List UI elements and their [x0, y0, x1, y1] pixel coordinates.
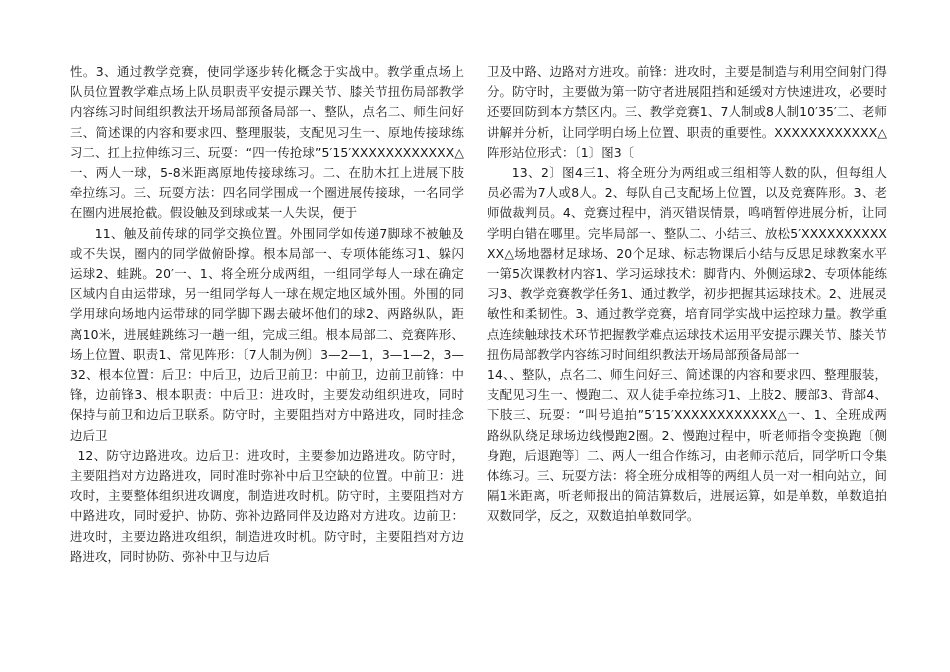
paragraph-continuation-top-right: 卫及中路、边路对方进攻。前锋：进攻时，主要是制造与利用空间射门得分。防守时，主要做为第一防守者进展阻挡和延缓对方快速进攻，必要时还要回防到本方禁区内。三、教学竞赛1、7人制或8人制10′35′二、老师讲解并分析，让同学明白场上位置、职责的重要性。XXXXXXXXXXXX△阵形站位形式：〔1〕图3〔 — [487, 64, 887, 160]
paragraph-11: 11、触及前传球的同学交换位置。外围同学如传递7脚球不被触及或不失误，圈内的同学做俯卧撑。根本局部一、专项体能练习1、躲闪运球2、蛙跳。20′一、1、将全班分成两组，一组同学每人一球在确定区域内自由运带球，另一组同学每人一球在规定地区域外围。外围的同学用球向场地内运带球的同学脚下踢去破坏他们的球2、两路纵队，距离10米，进展蛙跳练习一趟一组，完成三组。根本局部二、竞赛阵形、场上位置、职责1、常见阵形：〔7人制为例〕3—2—1，3—1—2，3—32、根本位置：后卫：中后卫，边后卫前卫：中前卫，边前卫前锋：中锋，边前锋3、根本职责：中后卫：进攻时，主要发动组织进攻，同时保持与前卫和边后卫联系。防守时，主要阻挡对方中路进攻，同时挂念边后卫 — [70, 225, 464, 443]
left-column — [70, 62, 464, 567]
right-column — [487, 62, 887, 527]
paragraph-continuation-top-left: 性。3、通过教学竞赛，使同学逐步转化概念于实战中。教学重点场上队员位置教学难点场上队员职责平安提示踝关节、膝关节扭伤局部教学内容练习时间组织教法开场局部预备局部一、整队，点名二、师生问好三、简述课的内容和要求四、整理服装，支配见习生一、原地传接球练习二、扛上拉伸练习三、玩耍：“四一传抢球”5′15′XXXXXXXXXXXX△一、两人一球，5-8米距离原地传接球练习。二、在肋木扛上进展下肢牵拉练习。三、玩耍方法：四名同学围成一个圈进展传接球，一名同学在圈内进展抢截。假设触及到球或某一人失误，便于 — [70, 64, 464, 221]
paragraph-12: 12、防守边路进攻。边后卫：进攻时，主要参加边路进攻。防守时，主要阻挡对方边路进攻，同时准时弥补中后卫空缺的位置。中前卫：进攻时，主要整体组织进攻调度，制造进攻时机。防守时，主要阻挡对方中路进攻，同时爱护、协防、弥补边路同伴及边路对方进攻。边前卫：进攻时，主要边路进攻组织，制造进攻时机。防守时，主要阻挡对方边路进攻，同时协防、弥补中卫与边后 — [70, 447, 464, 564]
paragraph-14: 14、、整队，点名二、师生问好三、简述课的内容和要求四、整理服装，支配见习生一、慢跑二、双人徒手牵拉练习1、上肢2、腰部3、背部4、下肢三、玩耍：“叫号追拍”5′15′XXXXXXXXXXXX△一、1、全班成两路纵队绕足球场边线慢跑2圈。2、慢跑过程中，听老师指令变换跑〔侧身跑，后退跑等〕二、两人一组合作练习，由老师示范后，同学听口令集体练习。三、玩耍方法：将全班分成相等的两组人员一对一相向站立，间隔1米距离，听老师报出的简洁算数后，进展运算，如是单数，单数追拍双数同学，反之，双数追拍单数同学。 — [487, 367, 887, 524]
paragraph-13: 13、2〕图4三1、将全班分为两组或三组相等人数的队，但每组人员必需为7人或8人。2、每队自己支配场上位置，以及竞赛阵形。3、老师做裁判员。4、竞赛过程中，消灭错误情景，鸣哨暂停进展分析，让同学明白错在哪里。完毕局部一、整队二、小结三、放松5′XXXXXXXXXXXX△场地器材足球场、20个足球、标志物课后小结与反思足球教案水平一第5次课教材内容1、学习运球技术：脚背内、外侧运球2、专项体能练习3、教学竞赛教学任务1、通过教学，初步把握其运球技术。2、进展灵敏性和柔韧性。3、通过教学竞赛，培育同学实战中运控球力量。教学重点连续触球技术环节把握教学难点运球技术运用平安提示踝关节、膝关节扭伤局部教学内容练习时间组织教法开场局部预备局部一 — [487, 165, 887, 362]
